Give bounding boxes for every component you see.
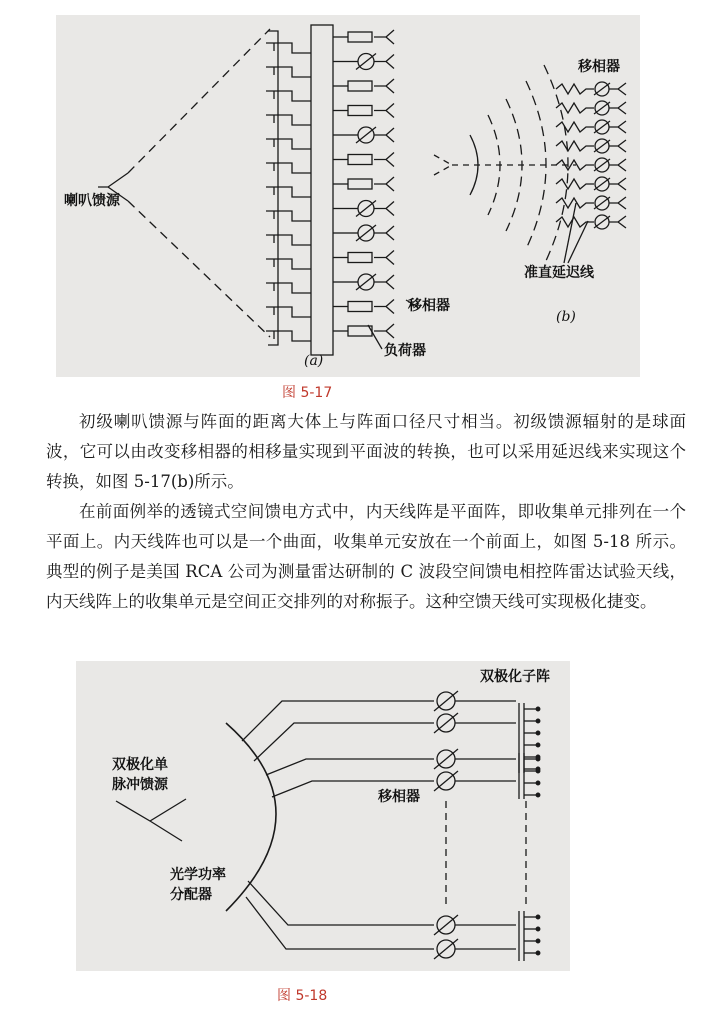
phase-shifter-column-b [556,82,626,229]
collector-element [266,67,311,77]
collector-bus [268,31,278,345]
dipole-dot [536,951,540,955]
dipole-subarray-group [519,703,540,961]
figure-5-17 [56,15,640,377]
dipole-dot [536,731,540,735]
feed-horn-icon [116,799,186,841]
phase-shifter-slash [356,54,376,70]
divider-label-line1: 光学功率 [170,867,226,883]
figure-5-17-caption: 图 5-17 [282,385,333,401]
phase-shifter-slash [356,127,376,143]
dipole-dot [536,707,540,711]
collector-element [266,259,311,269]
dipole-dot [536,915,540,919]
radiator-icon [374,153,394,167]
radiator-icon [374,79,394,93]
dipole-dot [536,719,540,723]
phase-shifter-label: 移相器 [378,789,420,805]
delay-line-icon [556,122,594,132]
paragraph-2: 在前面例举的透镜式空间馈电方式中，内天线阵是平面阵，即收集单元排列在一个平面上。内天线阵也可以是一个曲面，收集单元安放在一个前面上，如图 5-18 所示。典型的例子是美国 RCA 公司为测量雷达研制的 C 波段空间馈电相控阵雷达试验天线，内天线阵上的收集单元是空间正交排列的对称振子。这种空馈天线可实现极化捷变。 [46,502,686,611]
horn-feed-label: 喇叭馈源 [64,193,120,209]
feed-line [254,723,434,761]
dipole-dot [536,939,540,943]
collector-column [266,31,311,345]
delay-line-icon [556,84,594,94]
radiator-icon [374,104,394,118]
figure-5-17-diagram [56,15,640,377]
load-box-icon [348,253,372,263]
load-box-icon [348,326,372,336]
collector-element [266,163,311,173]
collector-element [266,187,311,197]
paragraph-1: 初级喇叭馈源与阵面的距离大体上与阵面口径尺寸相当。初级馈源辐射的是球面波，它可以由改变移相器的相移量实现到平面波的转换，也可以采用延迟线来实现这个转换，如图 5-17(b)所示。 [46,412,686,491]
dipole-dot [536,757,540,761]
collector-element [266,43,311,53]
phase-shifter-slash [356,225,376,241]
radiator-icon [609,83,626,95]
radiator-icon [374,226,394,240]
radiator-icon [374,300,394,314]
figure-5-18-diagram [76,661,570,971]
radiator-icon [609,140,626,152]
collector-element [266,211,311,221]
radiator-icon [374,251,394,265]
phase-shifter-slash [356,201,376,217]
dipole-dot [536,781,540,785]
collector-element [266,283,311,293]
radiator-icon [609,102,626,114]
dipole-dot [536,793,540,797]
dipole-dot [536,769,540,773]
radiator-icon [609,159,626,171]
subfigure-b-label: (b) [556,309,576,325]
radiator-icon [374,324,394,338]
radiator-icon [374,55,394,69]
radiator-icon [374,30,394,44]
delay-line-label: 准直延迟线 [524,265,594,281]
radiator-icon [374,177,394,191]
collector-element [266,139,311,149]
delay-line-icon [556,217,594,227]
collector-element [266,331,311,341]
radiator-icon [609,121,626,133]
divider-label-line2: 分配器 [170,887,212,903]
load-box-icon [348,155,372,165]
collector-element [266,235,311,245]
feed-line [266,759,434,775]
load-box-icon [348,302,372,312]
collector-element [266,91,311,101]
dipole-dot [536,927,540,931]
radiator-icon [374,128,394,142]
phase-shifter-label-a: 移相器 [408,298,450,314]
load-box-icon [348,32,372,42]
figure-5-18-caption: 图 5-18 [277,988,328,1004]
feed-line [242,701,434,741]
load-label: 负荷器 [384,343,426,359]
figure-5-18 [76,661,570,971]
delay-line-icon [556,179,594,189]
feed-label-line2: 脉冲馈源 [112,777,168,793]
collector-element [266,307,311,317]
phase-shifter-label-b: 移相器 [578,59,620,75]
phase-shifter-slash [356,274,376,290]
load-box-icon [348,106,372,116]
subfigure-a-label: (a) [304,353,324,369]
radiator-icon [609,197,626,209]
radiator-icon [374,202,394,216]
load-box-icon [348,179,372,189]
feed-label-line1: 双极化单 [112,757,168,773]
dipole-array-label: 双极化子阵 [480,669,550,685]
load-box-icon [348,81,372,91]
radiator-icon [374,275,394,289]
radiator-icon [609,178,626,190]
radiator-column [333,30,394,338]
body-text [46,407,686,617]
feed-line [246,897,434,949]
feed-line [248,881,434,925]
delay-line-icon [556,141,594,151]
radiator-icon [609,216,626,228]
dipole-dot [536,743,540,747]
collector-element [266,115,311,125]
